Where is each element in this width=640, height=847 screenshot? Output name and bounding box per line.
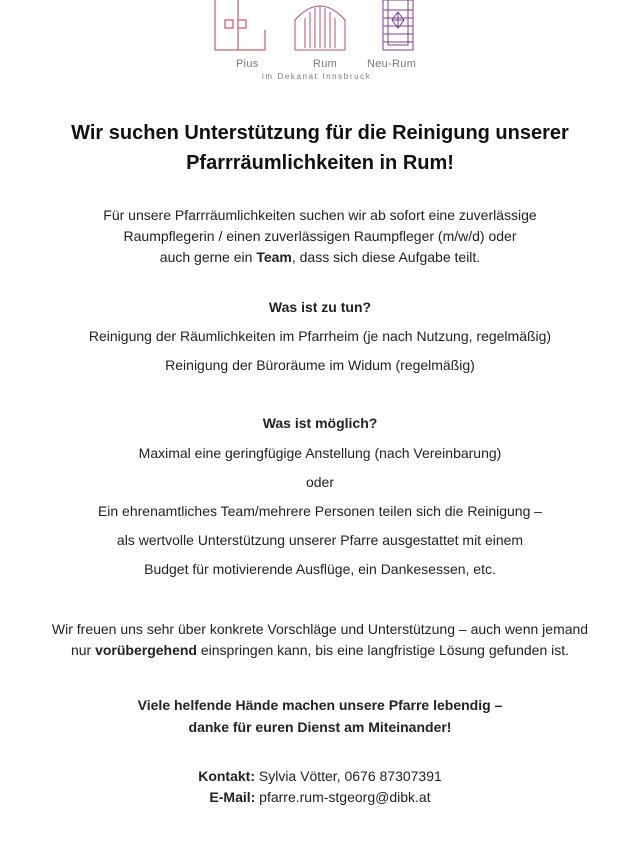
intro-team-emphasis: Team: [256, 249, 292, 265]
closing-line: Viele helfende Hände machen unsere Pfarre lebendig –: [137, 697, 503, 713]
appeal-line: Wir freuen uns sehr über konkrete Vorschläge und Unterstützung – auch wenn jemand: [51, 621, 589, 637]
logo-subtitle: im Dekanat Innsbruck: [262, 72, 372, 81]
intro-text: , dass sich diese Aufgabe teilt.: [291, 249, 481, 265]
intro-line: [20, 247, 620, 268]
option-line: Budget für motivierende Ausflüge, ein Dankesessen, etc.: [144, 561, 496, 577]
option-line: oder: [305, 474, 335, 490]
logo-name-pius: Pius: [236, 58, 259, 70]
churches-logo-graphic: [205, 0, 435, 56]
task-item: Reinigung der Räumlichkeiten im Pfarrheim (je nach Nutzung, regelmäßig): [88, 328, 552, 344]
closing-message: [20, 694, 620, 738]
option-line: Maximal eine geringfügige Anstellung (nach Vereinbarung): [138, 445, 502, 461]
appeal-text: nur: [70, 642, 96, 658]
email-label: E-Mail:: [209, 789, 256, 805]
appeal-emphasis: vorübergehend: [95, 642, 197, 658]
tasks-heading: Was ist zu tun?: [268, 299, 372, 315]
intro-text: auch gerne ein: [159, 249, 257, 265]
title-line: Pfarrräumlichkeiten in Rum!: [186, 152, 454, 174]
email-line: [20, 787, 620, 808]
appeal-paragraph: [20, 619, 620, 661]
parish-logo: [0, 0, 640, 90]
option-line: Ein ehrenamtliches Team/mehrere Personen teilen sich die Reinigung –: [97, 503, 543, 519]
contact-label: Kontakt:: [198, 768, 255, 784]
options-heading: Was ist möglich?: [262, 415, 378, 431]
contact-block: [20, 766, 620, 808]
task-item: Reinigung der Büroräume im Widum (regelmäßig): [165, 357, 475, 373]
logo-name-neu-rum: Neu-Rum: [367, 58, 417, 70]
contact-line: [20, 766, 620, 787]
title-line: Wir suchen Unterstützung für die Reinigung unserer: [71, 122, 569, 144]
page-title: [40, 118, 600, 178]
email-address[interactable]: pfarre.rum-stgeorg@dibk.at: [255, 789, 431, 805]
closing-line: danke für euren Dienst am Miteinander!: [188, 719, 452, 735]
intro-line: Raumpflegerin / einen zuverlässigen Raumpfleger (m/w/d) oder: [123, 228, 517, 244]
intro-paragraph: [20, 205, 620, 268]
option-line: als wertvolle Unterstützung unserer Pfarre ausgestattet mit einem: [116, 532, 524, 548]
intro-line: Für unsere Pfarrräumlichkeiten suchen wir ab sofort eine zuverlässige: [103, 207, 537, 223]
logo-name-rum: Rum: [313, 58, 338, 70]
appeal-line: [20, 640, 620, 661]
appeal-text: einspringen kann, bis eine langfristige Lösung gefunden ist.: [196, 642, 570, 658]
contact-value: Sylvia Vötter, 0676 87307391: [254, 768, 442, 784]
